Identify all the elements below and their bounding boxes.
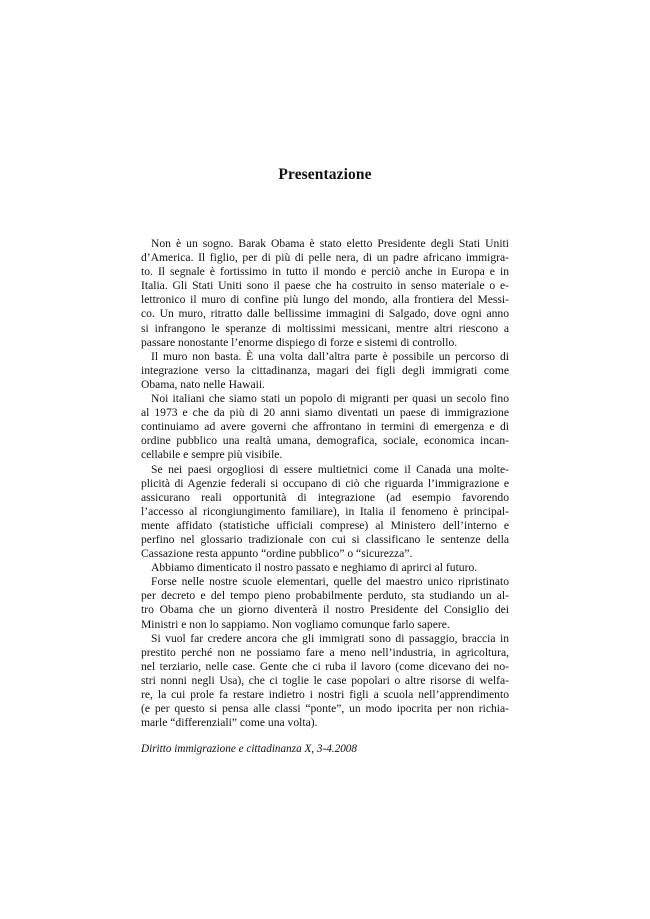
paragraph xyxy=(141,392,509,462)
paragraph-line: si infrangono le speranze di moltissimi messicani, mentre altri riescono a xyxy=(141,321,509,335)
paragraph-line: passare nonostante l’enorme dispiego di forze e sistemi di controllo. xyxy=(141,335,458,349)
paragraph-line: lettronico il muro di confine più lungo del mondo, alla frontiera del Messi- xyxy=(141,293,509,307)
paragraph-line: Non è un sogno. Barak Obama è stato eletto Presidente degli Stati Uniti xyxy=(151,237,509,250)
body-text xyxy=(141,237,509,730)
paragraph-line: al 1973 e che da più di 20 anni siamo diventati un paese di immigrazione xyxy=(141,406,509,420)
paragraph-line: prestito perché non ne possiamo fare a meno nell’industria, in agricoltura, xyxy=(141,645,509,659)
paragraph-line: ordine pubblico una realtà umana, demografica, sociale, economica incan- xyxy=(141,434,509,448)
paragraph xyxy=(141,575,509,631)
paragraph xyxy=(141,632,509,731)
paragraph-line: re, la cui prole fa restare indietro i nostri figli a scuola nell’apprendimento xyxy=(141,688,509,701)
paragraph-line: continuiamo ad avere governi che affrontano in termini di emergenza e di xyxy=(141,420,509,434)
journal-footer: Diritto immigrazione e cittadinanza X, 3-4.2008 xyxy=(141,743,357,755)
paragraph-line: Forse nelle nostre scuole elementari, quelle del maestro unico ripristinato xyxy=(151,575,509,589)
paragraph-line: integrazione verso la cittadinanza, magari dei figli degli immigrati come xyxy=(141,363,509,377)
paragraph-line: Cassazione resta appunto “ordine pubblico” o “sicurezza”. xyxy=(141,547,413,561)
paragraph-line: plicità di Agenzie federali si occupano di ciò che riguarda l’immigrazione e xyxy=(141,476,509,490)
paragraph-line: Ministri e non lo sappiamo. Non vogliamo comunque farlo sapere. xyxy=(141,617,450,631)
paragraph-line: Italia. Gli Stati Uniti sono il paese che ha costruito in senso materiale o e- xyxy=(141,279,509,293)
paragraph-line: (e per questo si pensa alle classi “ponte”, un modo ipocrita per non richia- xyxy=(141,702,509,716)
paragraph-line: nel terziario, nelle case. Gente che ci ruba il lavoro (come dicevano dei no- xyxy=(141,659,509,673)
paragraph-line: marle “differenziali” come una volta). xyxy=(141,716,318,730)
paragraph xyxy=(141,561,509,575)
paragraph-line: stri nonni negli Usa), che ci toglie le case popolari o altre risorse di welfa- xyxy=(141,673,509,687)
paragraph xyxy=(141,237,509,350)
paragraph-line: co. Un muro, ritratto dalle bellissime immagini di Salgado, dove ogni anno xyxy=(141,307,509,321)
paragraph-line: tro Obama che un giorno diventerà il nostro Presidente del Consiglio dei xyxy=(141,603,509,617)
paragraph-line: Si vuol far credere ancora che gli immigrati sono di passaggio, braccia in xyxy=(151,631,509,645)
page-title: Presentazione xyxy=(278,166,372,183)
paragraph-line: Noi italiani che siamo stati un popolo di migranti per quasi un secolo fino xyxy=(151,392,509,406)
paragraph xyxy=(141,463,509,562)
paragraph-line: per decreto e del tempo pieno probabilmente perduto, sta studiando un al- xyxy=(141,589,509,603)
paragraph-line: l’accesso al ricongiungimento familiare), in Italia il fenomeno è principal- xyxy=(141,504,509,518)
paragraph-line: Se nei paesi orgogliosi di essere multietnici come il Canada una molte- xyxy=(151,462,509,476)
paragraph-line: Abbiamo dimenticato il nostro passato e neghiamo di aprirci al futuro. xyxy=(151,561,478,575)
paragraph-line: assicurano reali opportunità di integrazione (ad esempio favorendo xyxy=(141,490,509,504)
paragraph-line: mente affidato (statistiche ufficiali comprese) al Ministero dell’interno e xyxy=(141,518,509,532)
paragraph-line: perfino nel glossario tradizionale con cui si classificano le sentenze della xyxy=(141,532,509,546)
paragraph-line: cellabile e sempre più visibile. xyxy=(141,448,283,462)
paragraph-line: d’America. Il figlio, per di più di pelle nera, di un padre africano immigra- xyxy=(141,251,509,265)
paragraph-line: Il muro non basta. È una volta dall’altra parte è possibile un percorso di xyxy=(151,349,509,363)
paragraph-line: Obama, nato nelle Hawaii. xyxy=(141,377,265,391)
paragraph xyxy=(141,350,509,392)
paragraph-line: to. Il segnale è fortissimo in tutto il mondo e perciò anche in Europa e in xyxy=(141,265,509,279)
